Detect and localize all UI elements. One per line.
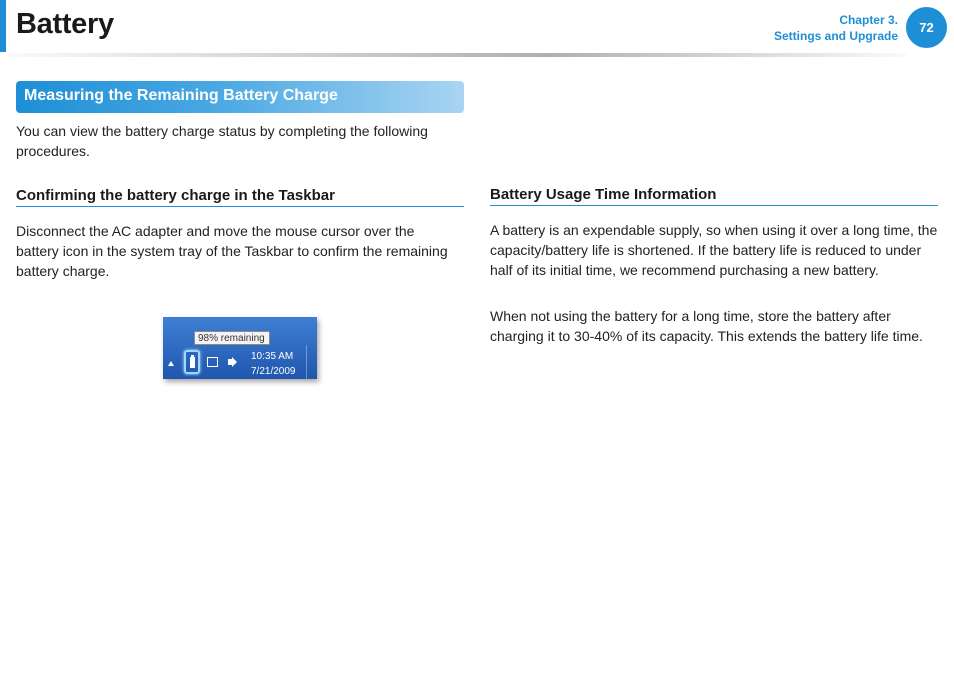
chapter-title: Settings and Upgrade bbox=[773, 29, 898, 43]
show-desktop-divider bbox=[306, 345, 307, 379]
section-intro: You can view the battery charge status by completing the following procedures. bbox=[16, 123, 428, 159]
taskbar-screenshot bbox=[163, 317, 317, 379]
network-icon bbox=[207, 357, 218, 367]
page-number-badge: 72 bbox=[906, 7, 947, 48]
clock-date: 7/21/2009 bbox=[251, 366, 296, 377]
section-banner bbox=[16, 81, 464, 113]
page-title: Battery bbox=[16, 8, 114, 40]
chapter-number: Chapter 3. bbox=[839, 13, 898, 27]
speaker-cone bbox=[232, 357, 237, 367]
clock-time: 10:35 AM bbox=[251, 351, 294, 362]
right-paragraph-2: When not using the battery for a long time, store the battery after charging it to 30-40% of its capacity. This extends the battery life time. bbox=[490, 308, 923, 344]
tray-arrow-icon bbox=[168, 361, 174, 366]
header-accent-bar bbox=[0, 0, 6, 52]
left-subheading: Confirming the battery charge in the Taskbar bbox=[16, 187, 464, 207]
section-banner-title: Measuring the Remaining Battery Charge bbox=[24, 87, 338, 104]
right-paragraph-1: A battery is an expendable supply, so when using it over a long time, the capacity/battery life is shortened. If the battery life is reduced to under half of its initial time, we recommend purchasing a new battery. bbox=[490, 222, 938, 278]
right-subheading: Battery Usage Time Information bbox=[490, 186, 938, 206]
battery-icon bbox=[184, 350, 200, 374]
chapter-label bbox=[774, 12, 898, 44]
header-divider bbox=[8, 53, 906, 57]
battery-tooltip: 98% remaining bbox=[194, 331, 270, 345]
taskbar-clock bbox=[251, 349, 296, 379]
left-body-text: Disconnect the AC adapter and move the mouse cursor over the battery icon in the system tray of the Taskbar to confirm the remaining battery charge. bbox=[16, 223, 448, 279]
